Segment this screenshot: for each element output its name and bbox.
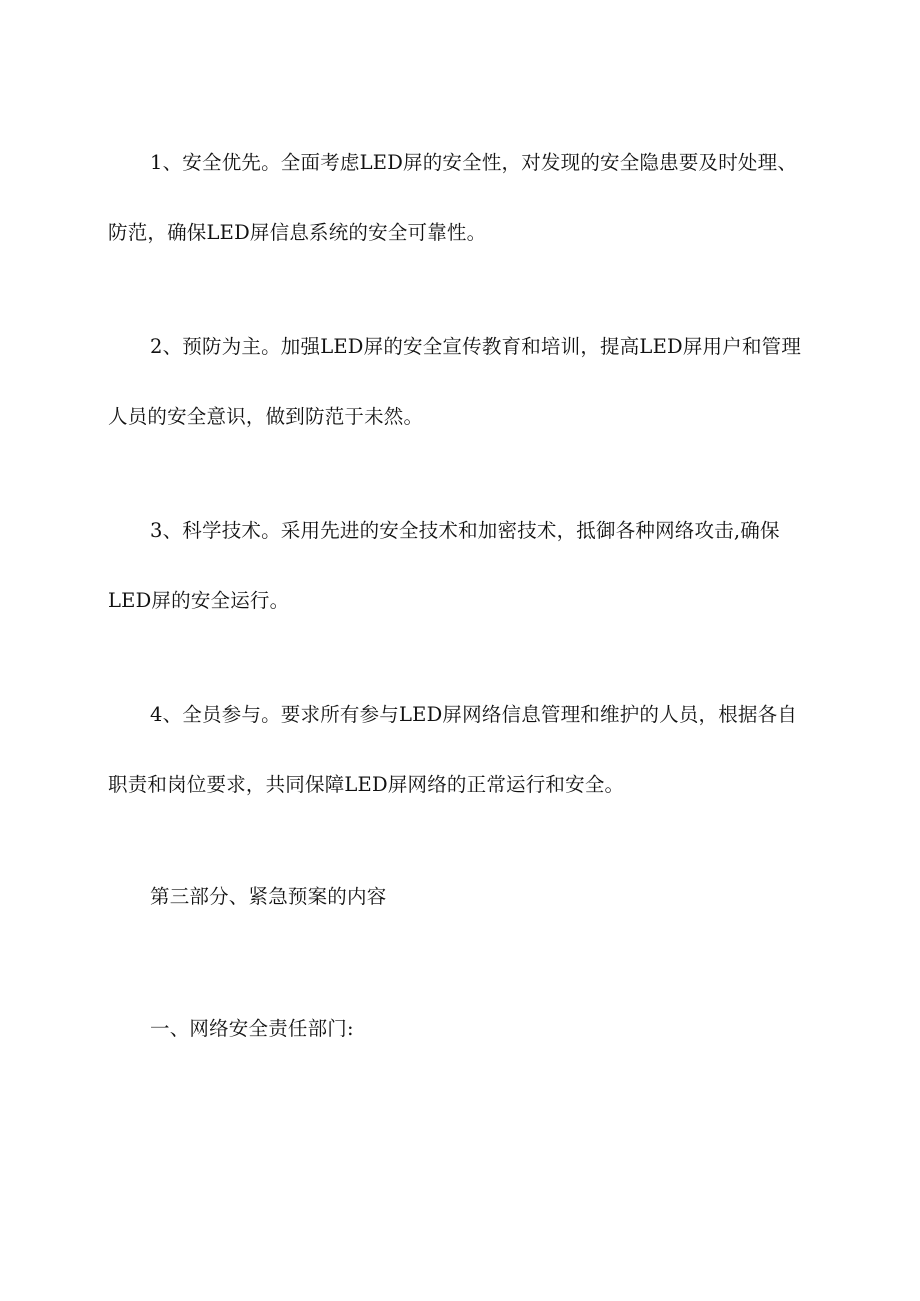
principle-2-line-2: 人员的安全意识，做到防范于未然。: [108, 405, 424, 428]
subsection-heading: 一、网络安全责任部门:: [150, 1017, 354, 1040]
principle-2-line-1: 2、预防为主。加强LED屏的安全宣传教育和培训，提高LED屏用户和管理: [150, 335, 802, 358]
principle-3-line-2: LED屏的安全运行。: [108, 589, 290, 612]
principle-1-line-1: 1、安全优先。全面考虑LED屏的安全性，对发现的安全隐患要及时处理、: [150, 151, 798, 174]
principle-4-line-2: 职责和岗位要求，共同保障LED屏网络的正常运行和安全。: [108, 773, 625, 796]
principle-3-line-1: 3、科学技术。采用先进的安全技术和加密技术，抵御各种网络攻击,确保: [150, 519, 780, 542]
section-heading: 第三部分、紧急预案的内容: [150, 885, 387, 908]
principle-4-line-1: 4、全员参与。要求所有参与LED屏网络信息管理和维护的人员，根据各自: [150, 703, 798, 726]
principle-1-line-2: 防范，确保LED屏信息系统的安全可靠性。: [108, 221, 487, 244]
